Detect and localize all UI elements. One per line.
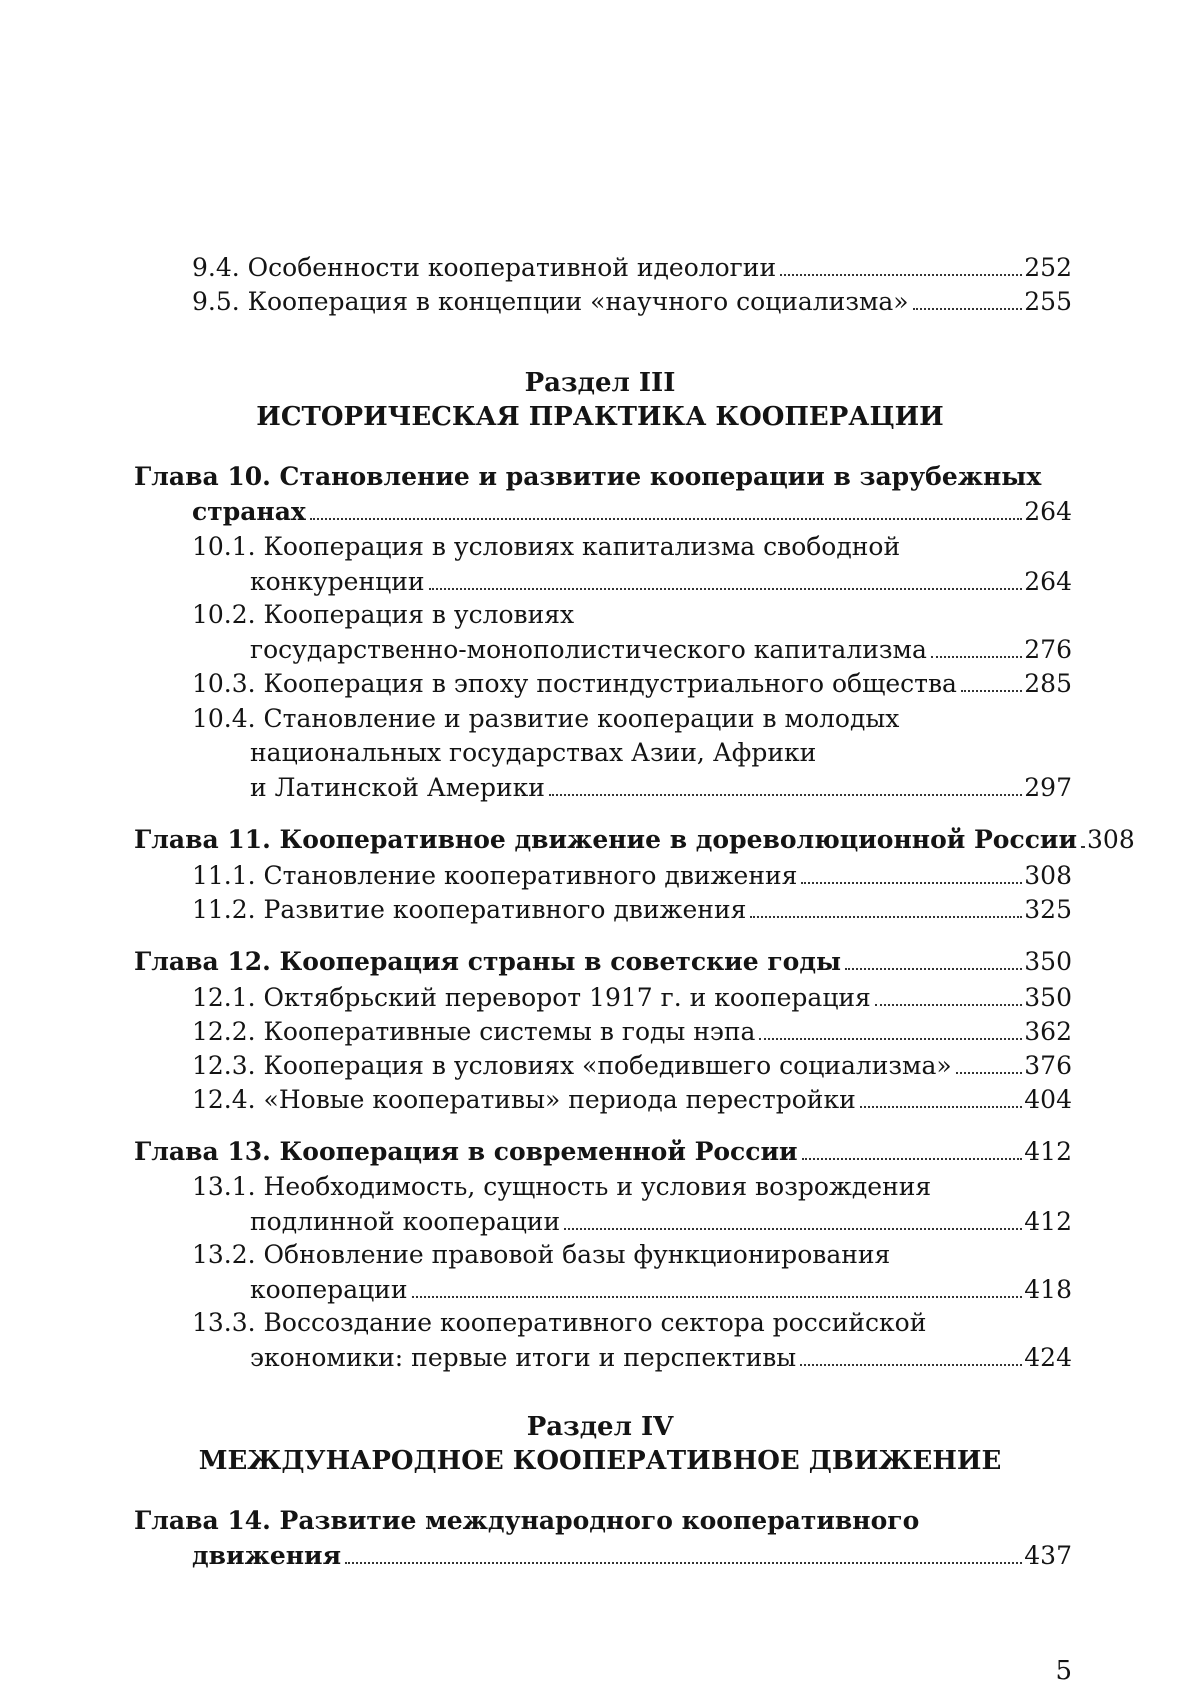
section-title: ИСТОРИЧЕСКАЯ ПРАКТИКА КООПЕРАЦИИ — [256, 402, 944, 432]
toc-chapter-10[interactable] — [0, 494, 1200, 528]
dot-leader — [750, 892, 1022, 918]
toc-entry-12-3[interactable] — [0, 1048, 1200, 1082]
toc-page-number: 264 — [1024, 497, 1072, 526]
toc-page-number: 376 — [1024, 1051, 1072, 1080]
toc-entry-13-1[interactable] — [0, 1204, 1200, 1238]
toc-entry-text: 9.4. Особенности кооперативной идеологии — [192, 253, 777, 282]
toc-page-number: 404 — [1024, 1085, 1072, 1114]
toc-page-number: 297 — [1024, 773, 1072, 802]
toc-entry-text: 11.1. Становление кооперативного движения — [192, 861, 798, 890]
toc-entry-13-1-title[interactable] — [0, 1170, 1200, 1204]
toc-entry-10-2[interactable] — [0, 632, 1200, 666]
toc-entry-text: и Латинской Америки — [250, 773, 545, 802]
toc-entry-11-2[interactable] — [0, 892, 1200, 926]
section-title: МЕЖДУНАРОДНОЕ КООПЕРАТИВНОЕ ДВИЖЕНИЕ — [198, 1446, 1002, 1476]
toc-entry-text: 12.2. Кооперативные системы в годы нэпа — [192, 1017, 756, 1046]
toc-entry-text: 11.2. Развитие кооперативного движения — [192, 895, 747, 924]
dot-leader — [1081, 822, 1085, 848]
toc-entry-10-3[interactable] — [0, 666, 1200, 700]
toc-entry-10-1[interactable] — [0, 564, 1200, 598]
toc-entry-13-3-title[interactable] — [0, 1306, 1200, 1340]
toc-entry-text: государственно-монополистического капитализма — [250, 635, 927, 664]
toc-entry-text: национальных государствах Азии, Африки — [250, 738, 817, 767]
page-number: 5 — [1055, 1656, 1072, 1686]
toc-entry-text: 9.5. Кооперация в концепции «научного социализма» — [192, 287, 909, 316]
toc-entry-text: 12.4. «Новые кооперативы» периода перестройки — [192, 1085, 856, 1114]
dot-leader — [875, 980, 1022, 1006]
toc-entry-text: 13.3. Воссоздание кооперативного сектора российской — [192, 1308, 927, 1337]
toc-entry-text: Глава 14. Развитие международного кооперативного — [134, 1506, 920, 1535]
toc-page-number: 255 — [1024, 287, 1072, 316]
toc-entry-9-4[interactable] — [0, 250, 1200, 284]
toc-entry-11-1[interactable] — [0, 858, 1200, 892]
dot-leader — [956, 1048, 1023, 1074]
toc-entry-12-1[interactable] — [0, 980, 1200, 1014]
toc-page-number: 264 — [1024, 567, 1072, 596]
toc-entry-text: Глава 12. Кооперация страны в советские годы — [134, 947, 842, 976]
toc-entry-13-3[interactable] — [0, 1340, 1200, 1374]
toc-entry-10-2-title[interactable] — [0, 598, 1200, 632]
dot-leader — [345, 1538, 1022, 1564]
toc-page-number: 437 — [1024, 1541, 1072, 1570]
toc-entry-10-4[interactable] — [0, 770, 1200, 804]
toc-entry-text: 12.3. Кооперация в условиях «победившего социализма» — [192, 1051, 952, 1080]
toc-page-number: 285 — [1024, 669, 1072, 698]
toc-entry-text: 10.1. Кооперация в условиях капитализма свободной — [192, 532, 901, 561]
dot-leader — [759, 1014, 1022, 1040]
toc-entry-9-5[interactable] — [0, 284, 1200, 318]
dot-leader — [845, 944, 1022, 970]
dot-leader — [412, 1272, 1023, 1298]
toc-entry-text: подлинной кооперации — [250, 1207, 561, 1236]
toc-page-number: 252 — [1024, 253, 1072, 282]
toc-entry-text: Глава 10. Становление и развитие кооперации в зарубежных — [134, 462, 1042, 491]
toc-page-number: 350 — [1024, 947, 1072, 976]
toc-page-number: 308 — [1024, 861, 1072, 890]
toc-page-number: 325 — [1024, 895, 1072, 924]
dot-leader — [780, 250, 1022, 276]
toc-entry-13-2[interactable] — [0, 1272, 1200, 1306]
dot-leader — [800, 1340, 1022, 1366]
dot-leader — [931, 632, 1022, 658]
dot-leader — [429, 564, 1023, 590]
toc-entry-text: экономики: первые итоги и перспективы — [250, 1343, 797, 1372]
toc-page-number: 412 — [1024, 1137, 1072, 1166]
toc-chapter-10-title[interactable] — [0, 460, 1200, 494]
toc-entry-text: 10.2. Кооперация в условиях — [192, 600, 575, 629]
toc-entry-13-2-title[interactable] — [0, 1238, 1200, 1272]
toc-chapter-13[interactable] — [0, 1134, 1200, 1168]
toc-page-number: 418 — [1024, 1275, 1072, 1304]
section-label: Раздел III — [524, 368, 676, 398]
toc-page-number: 412 — [1024, 1207, 1072, 1236]
toc-entry-text: 12.1. Октябрьский переворот 1917 г. и кооперация — [192, 983, 871, 1012]
toc-page-number: 276 — [1024, 635, 1072, 664]
toc-chapter-12[interactable] — [0, 944, 1200, 978]
dot-leader — [549, 770, 1022, 796]
dot-leader — [802, 1134, 1023, 1160]
toc-entry-text: 13.1. Необходимость, сущность и условия возрождения — [192, 1172, 932, 1201]
toc-entry-text: движения — [192, 1541, 342, 1570]
toc-entry-text: кооперации — [250, 1275, 408, 1304]
dot-leader — [913, 284, 1023, 310]
toc-page-number: 362 — [1024, 1017, 1072, 1046]
dot-leader — [801, 858, 1022, 884]
dot-leader — [961, 666, 1022, 692]
dot-leader — [310, 494, 1022, 520]
toc-chapter-11[interactable] — [0, 822, 1200, 856]
toc-chapter-14[interactable] — [0, 1538, 1200, 1572]
toc-entry-text: 13.2. Обновление правовой базы функционирования — [192, 1240, 891, 1269]
toc-entry-10-1-title[interactable] — [0, 530, 1200, 564]
toc-entry-12-4[interactable] — [0, 1082, 1200, 1116]
toc-page-number: 424 — [1024, 1343, 1072, 1372]
toc-chapter-14-title[interactable] — [0, 1504, 1200, 1538]
toc-entry-text: 10.3. Кооперация в эпоху постиндустриального общества — [192, 669, 957, 698]
toc-entry-10-4-title-cont[interactable] — [0, 736, 1200, 770]
toc-entry-text: странах — [192, 497, 306, 526]
toc-page-number: 308 — [1087, 825, 1135, 854]
dot-leader — [564, 1204, 1022, 1230]
toc-page-number: 350 — [1024, 983, 1072, 1012]
toc-entry-text: 10.4. Становление и развитие кооперации в молодых — [192, 704, 900, 733]
toc-entry-12-2[interactable] — [0, 1014, 1200, 1048]
toc-entry-10-4-title[interactable] — [0, 702, 1200, 736]
toc-entry-text: конкуренции — [250, 567, 425, 596]
toc-entry-text: Глава 13. Кооперация в современной России — [134, 1137, 798, 1166]
dot-leader — [860, 1082, 1023, 1108]
toc-entry-text: Глава 11. Кооперативное движение в дореволюционной России — [134, 825, 1078, 854]
section-label: Раздел IV — [526, 1412, 674, 1442]
